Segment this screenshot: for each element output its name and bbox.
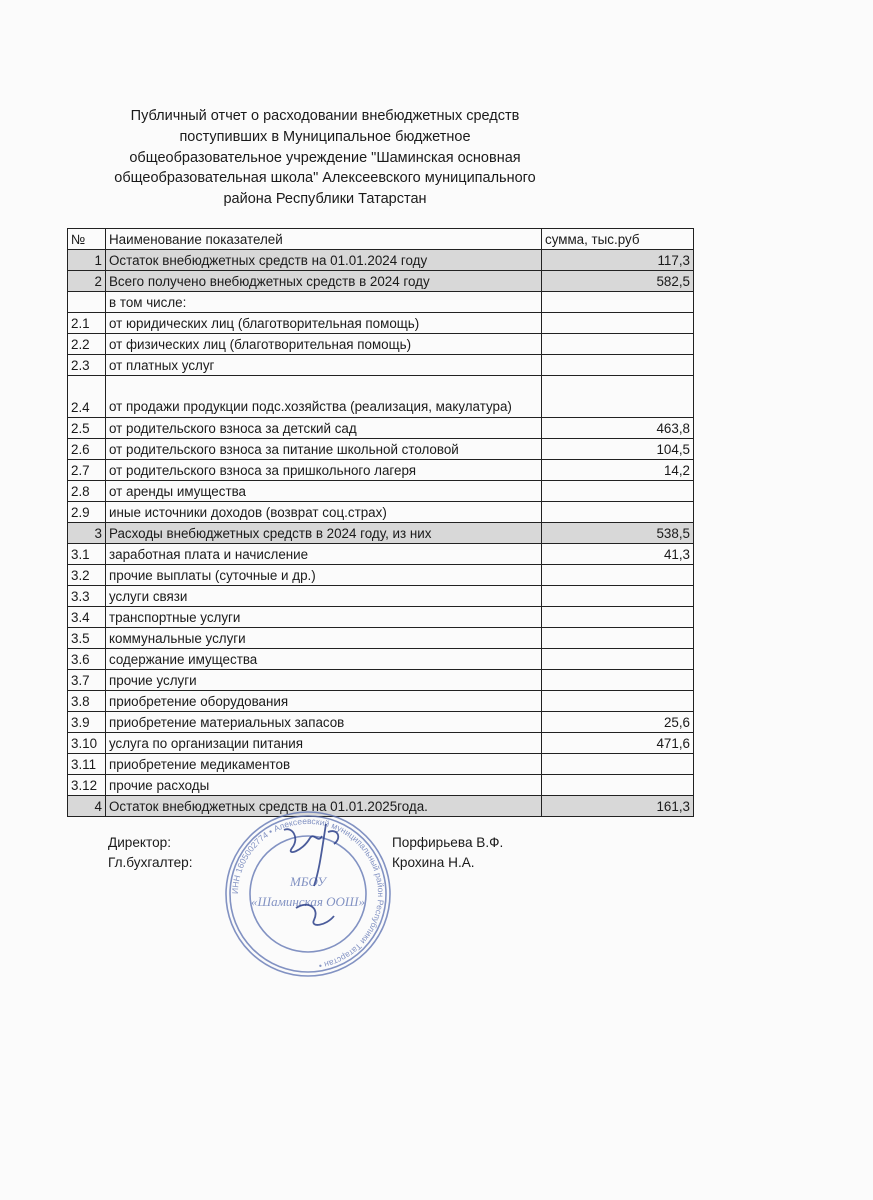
row-value: 117,3 [542, 250, 694, 271]
director-name: Порфирьева В.Ф. [392, 835, 504, 850]
row-number: 3.11 [68, 754, 106, 775]
title-line: общеобразовательная школа" Алексеевского муниципального [114, 170, 536, 187]
row-name: транспортные услуги [106, 607, 542, 628]
table-row [68, 544, 694, 565]
row-name: Расходы внебюджетных средств в 2024 году, из них [106, 523, 542, 544]
row-number: 2.9 [68, 502, 106, 523]
table-row [68, 691, 694, 712]
row-value [542, 607, 694, 628]
row-number: 2.2 [68, 334, 106, 355]
row-name: от родительского взноса за детский сад [106, 418, 542, 439]
row-name: от родительского взноса за питание школьной столовой [106, 439, 542, 460]
official-stamp [222, 808, 394, 980]
row-name: услуги связи [106, 586, 542, 607]
row-number: 3.12 [68, 775, 106, 796]
table-row [68, 460, 694, 481]
row-name: приобретение материальных запасов [106, 712, 542, 733]
row-name: от платных услуг [106, 355, 542, 376]
row-number: 2.8 [68, 481, 106, 502]
accountant-label: Гл.бухгалтер: [108, 855, 193, 870]
row-value [542, 355, 694, 376]
row-value [542, 334, 694, 355]
row-value [542, 313, 694, 334]
row-value [542, 502, 694, 523]
row-name: от аренды имущества [106, 481, 542, 502]
row-value [542, 292, 694, 313]
row-number: 3.5 [68, 628, 106, 649]
row-value: 161,3 [542, 796, 694, 817]
header-name: Наименование показателей [106, 229, 542, 250]
table-header-row [68, 229, 694, 250]
row-name: коммунальные услуги [106, 628, 542, 649]
table-row [68, 565, 694, 586]
row-name: Всего получено внебюджетных средств в 2024 году [106, 271, 542, 292]
row-value [542, 670, 694, 691]
stamp-center-text: МБОУ [290, 874, 326, 889]
table-row [68, 292, 694, 313]
row-number: 3.1 [68, 544, 106, 565]
row-value: 538,5 [542, 523, 694, 544]
row-number: 1 [68, 250, 106, 271]
row-value [542, 628, 694, 649]
table-row [68, 775, 694, 796]
row-name: приобретение оборудования [106, 691, 542, 712]
accountant-name: Крохина Н.А. [392, 855, 475, 870]
row-name: прочие расходы [106, 775, 542, 796]
header-num: № [68, 229, 106, 250]
row-number: 3.8 [68, 691, 106, 712]
row-value: 25,6 [542, 712, 694, 733]
row-name: приобретение медикаментов [106, 754, 542, 775]
row-number: 2.3 [68, 355, 106, 376]
row-number: 3.7 [68, 670, 106, 691]
row-name: иные источники доходов (возврат соц.страх) [106, 502, 542, 523]
row-name: от продажи продукции подс.хозяйства (реализация, макулатура) [106, 376, 542, 418]
row-value: 41,3 [542, 544, 694, 565]
row-number: 3.10 [68, 733, 106, 754]
table-row [68, 313, 694, 334]
row-number: 2.6 [68, 439, 106, 460]
title-line: района Республики Татарстан [223, 191, 427, 208]
table-row [68, 712, 694, 733]
row-name: прочие выплаты (суточные и др.) [106, 565, 542, 586]
row-number: 3.9 [68, 712, 106, 733]
table-row [68, 754, 694, 775]
table-row [68, 523, 694, 544]
row-value [542, 481, 694, 502]
row-number: 2.5 [68, 418, 106, 439]
row-name: в том числе: [106, 292, 542, 313]
row-number: 3 [68, 523, 106, 544]
row-value [542, 691, 694, 712]
row-value: 14,2 [542, 460, 694, 481]
report-table [67, 228, 694, 817]
row-name: от физических лиц (благотворительная помощь) [106, 334, 542, 355]
table-row [68, 586, 694, 607]
row-value [542, 376, 694, 418]
title-line: поступивших в Муниципальное бюджетное [179, 128, 471, 145]
row-name: от юридических лиц (благотворительная помощь) [106, 313, 542, 334]
row-value: 471,6 [542, 733, 694, 754]
row-value [542, 754, 694, 775]
row-name: Остаток внебюджетных средств на 01.01.2025года. [106, 796, 542, 817]
table-row [68, 607, 694, 628]
table-row [68, 418, 694, 439]
row-name: прочие услуги [106, 670, 542, 691]
row-number: 2 [68, 271, 106, 292]
row-value [542, 586, 694, 607]
row-name: от родительского взноса за пришкольного лагеря [106, 460, 542, 481]
row-number: 2.7 [68, 460, 106, 481]
table-row [68, 334, 694, 355]
row-value [542, 565, 694, 586]
row-name: заработная плата и начисление [106, 544, 542, 565]
report-title [60, 106, 590, 210]
table-row [68, 670, 694, 691]
stamp-center-text: «Шаминская ООШ» [251, 894, 365, 909]
row-number: 2.1 [68, 313, 106, 334]
row-name: содержание имущества [106, 649, 542, 670]
table-row [68, 439, 694, 460]
table-body [68, 250, 694, 817]
table-row [68, 481, 694, 502]
table-row [68, 628, 694, 649]
stamp-ring-text: ИНН 1605002774 • Алексеевский муниципальный район Республики Татарстан • [229, 815, 387, 972]
director-label: Директор: [108, 835, 171, 850]
row-number: 3.6 [68, 649, 106, 670]
row-number: 3.4 [68, 607, 106, 628]
row-number: 4 [68, 796, 106, 817]
table-row [68, 271, 694, 292]
table-row [68, 250, 694, 271]
row-value: 582,5 [542, 271, 694, 292]
row-value: 463,8 [542, 418, 694, 439]
row-value: 104,5 [542, 439, 694, 460]
title-line: Публичный отчет о расходовании внебюджетных средств [130, 108, 520, 124]
header-value: сумма, тыс.руб [542, 229, 694, 250]
table-row [68, 733, 694, 754]
row-number: 3.2 [68, 565, 106, 586]
row-number [68, 292, 106, 313]
row-name: услуга по организации питания [106, 733, 542, 754]
table-row [68, 502, 694, 523]
row-number: 2.4 [68, 376, 106, 418]
row-name: Остаток внебюджетных средств на 01.01.2024 году [106, 250, 542, 271]
row-value [542, 649, 694, 670]
table-row [68, 355, 694, 376]
row-value [542, 775, 694, 796]
row-number: 3.3 [68, 586, 106, 607]
table-row [68, 649, 694, 670]
table-row [68, 376, 694, 418]
title-line: общеобразовательное учреждение "Шаминская основная [129, 149, 521, 166]
